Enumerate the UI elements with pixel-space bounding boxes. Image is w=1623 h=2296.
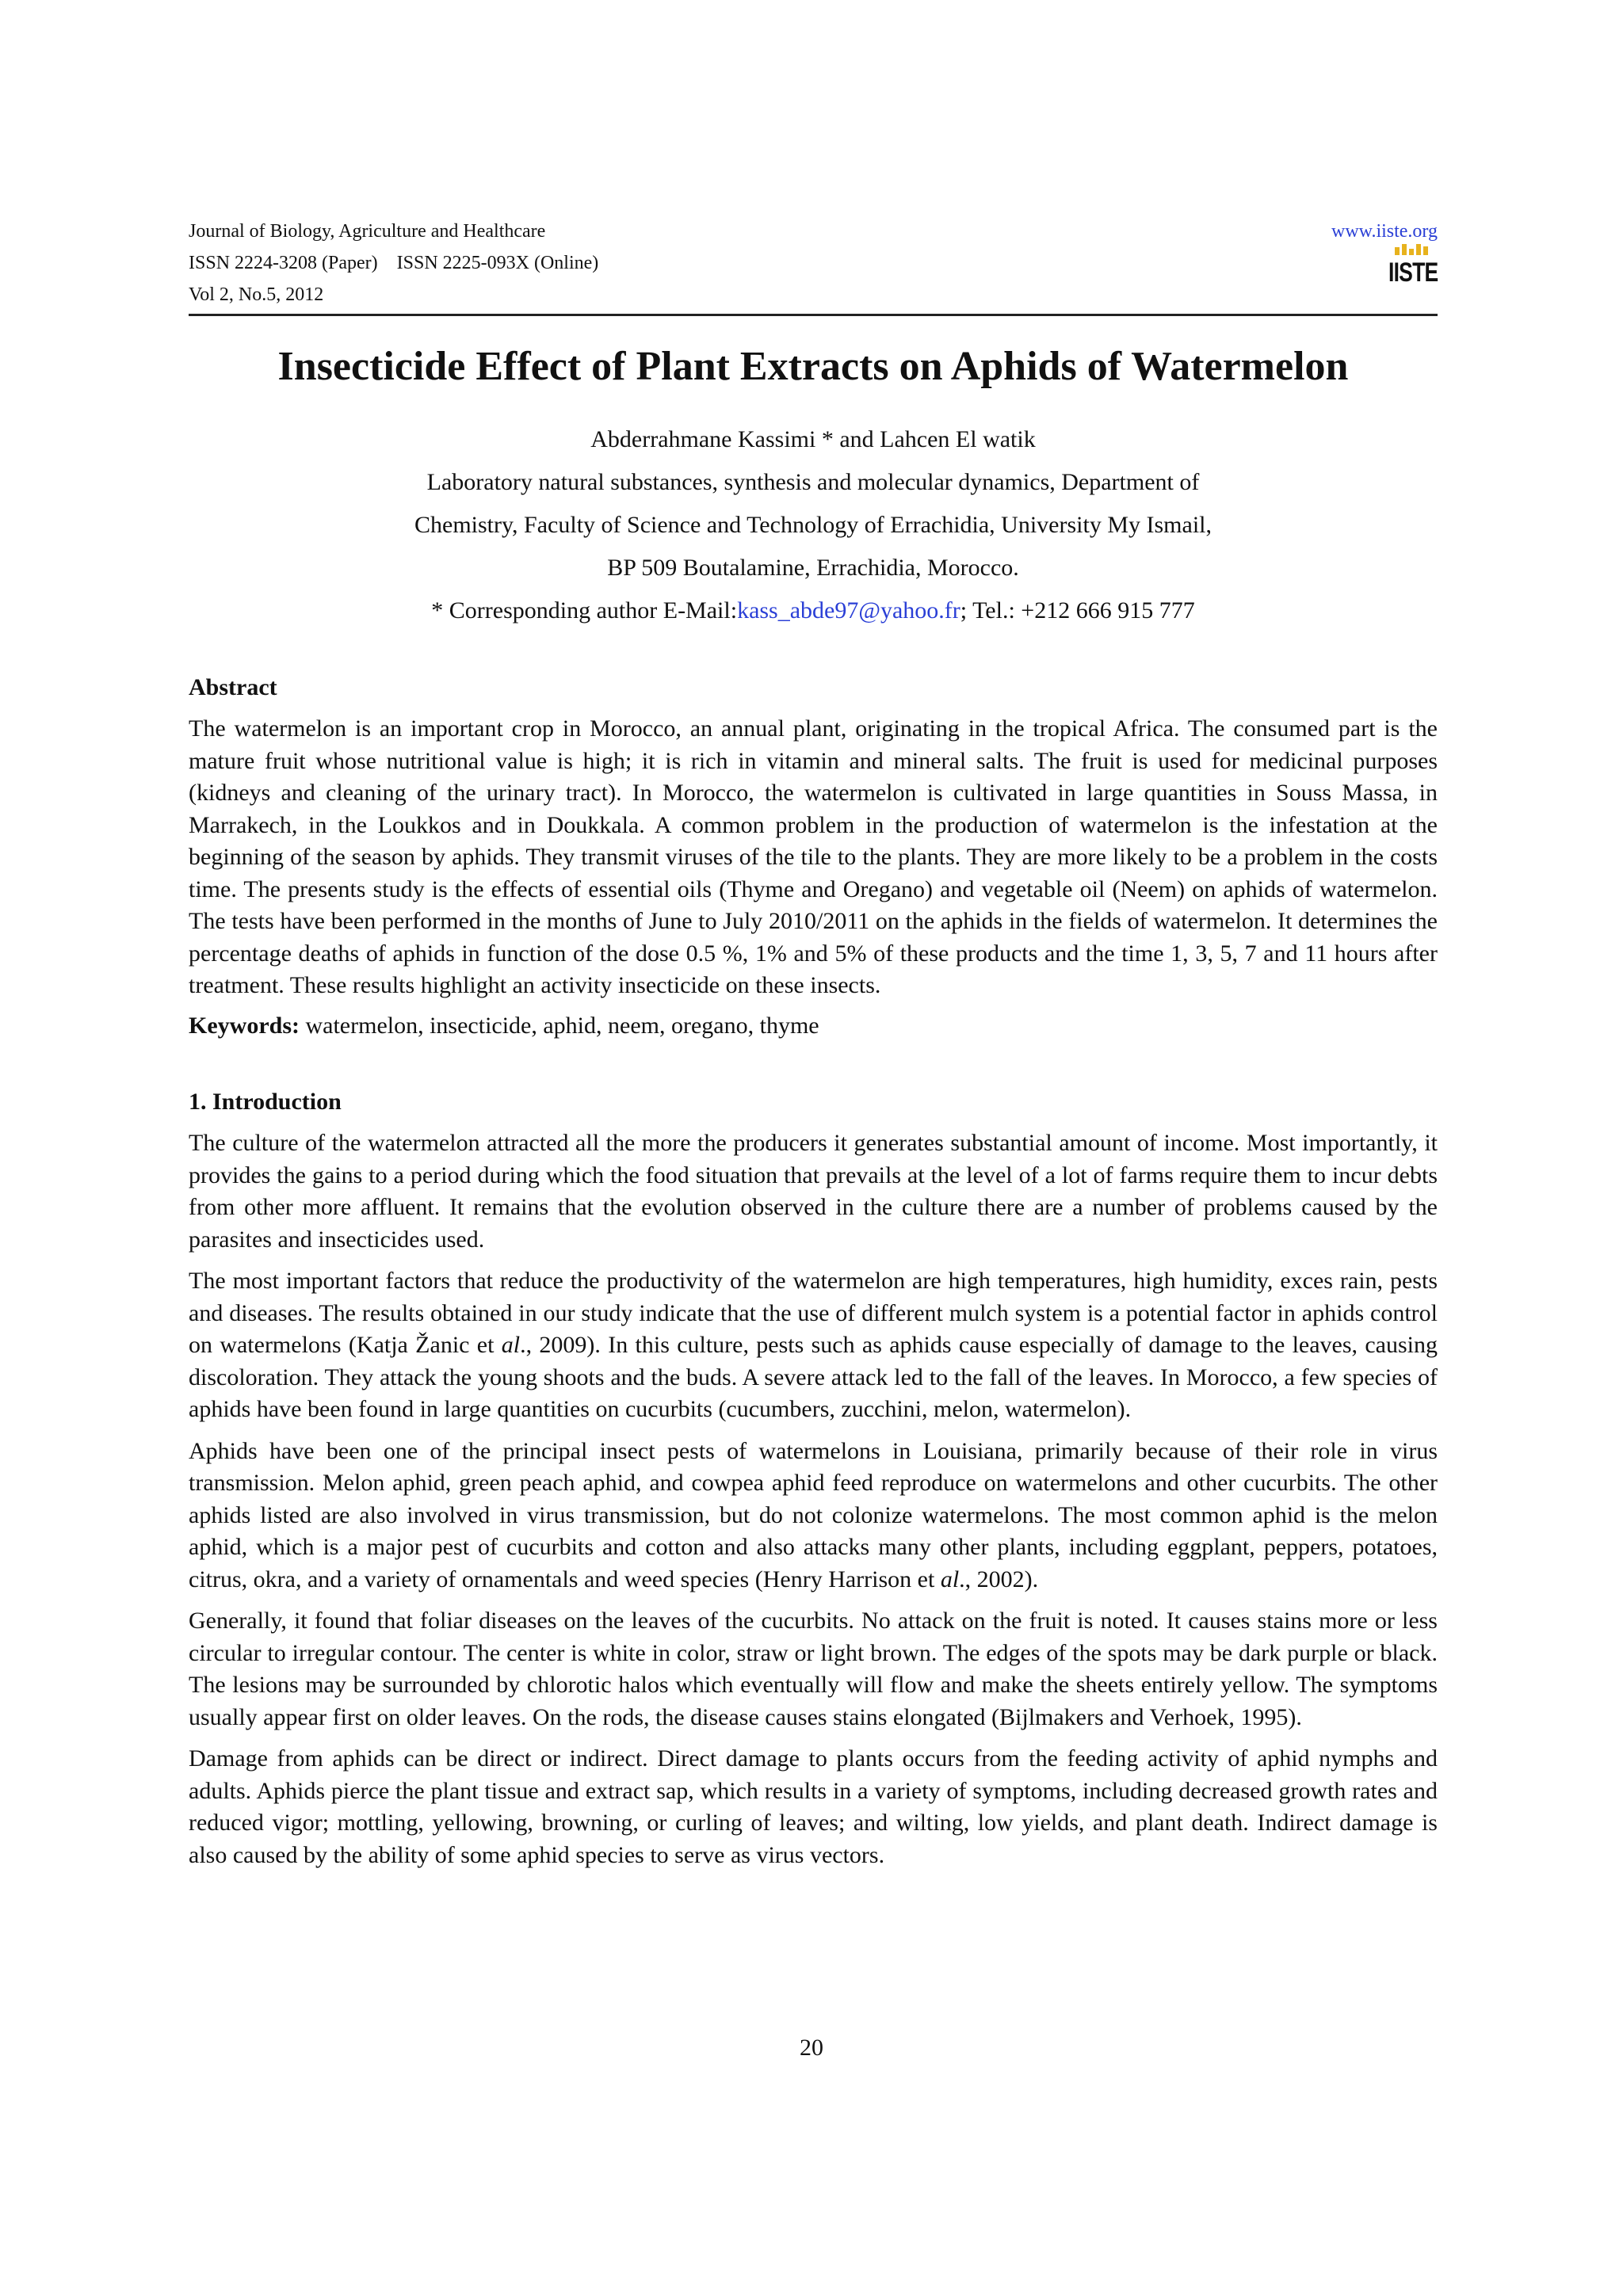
affiliation-line-1: Laboratory natural substances, synthesis and molecular dynamics, Department of [426,469,1200,495]
intro-p3-text: Aphids have been one of the principal insect pests of watermelons in Louisiana, primarily because of their role in virus transmission. Melon aphid, green peach aphid, and cowpea aphid feed reproduce on watermelons and other cucurbits. The other aphids listed are also involved in virus transmission, but do not colonize watermelons. The most common aphid is the melon aphid, which is a major pest of cucurbits and cotton and also attacks many other plants, including eggplant, peppers, potatoes, citrus, okra, and a variety of ornamentals and weed species (Henry Harrison et [189,1437,1438,1592]
intro-paragraph-3 [189,1436,1438,1596]
keywords [189,1010,1438,1043]
author-names: Abderrahmane Kassimi * and Lahcen El watik [590,426,1036,452]
contact-phone: ; Tel.: +212 666 915 777 [960,597,1195,624]
intro-paragraph-4: Generally, it found that foliar diseases on the leaves of the cucurbits. No attack on the fruit is noted. It causes stains more or less circular to irregular contour. The center is white in color, straw or light brown. The edges of the spots may be dark purple or black. The lesions may be surrounded by chlorotic halos which eventually will flow and make the sheets entirely yellow. The symptoms usually appear first on older leaves. On the rods, the disease causes stains elongated (Bijlmakers and Verhoek, 1995). [189,1608,1438,1730]
email-link[interactable]: kass_abde97@yahoo.fr [737,597,960,624]
intro-p3-italic: al [940,1566,960,1592]
journal-name: Journal of Biology, Agriculture and Healthcare [189,221,546,242]
affiliation-line-2: Chemistry, Faculty of Science and Technology of Errachidia, University My Ismail, [414,512,1212,538]
header-divider [189,314,1438,316]
journal-url-link[interactable]: www.iiste.org [1331,221,1438,242]
intro-p2-italic: al [501,1332,521,1358]
abstract-text: The watermelon is an important crop in Morocco, an annual plant, originating in the tropical Africa. The consumed part is the mature fruit whose nutritional value is high; it is rich in vitamin and mineral salts. The fruit is used for medicinal purposes (kidneys and cleaning of the urinary tract). In Morocco, the watermelon is cultivated in large quantities in Souss Massa, in Marrakech, in the Loukkos and in Doukkala. A common problem in the production of watermelon is the infestation at the beginning of the season by aphids. They transmit viruses of the tile to the plants. They are more likely to be a problem in the costs time. The presents study is the effects of essential oils (Thyme and Oregano) and vegetable oil (Neem) on aphids of watermelon. The tests have been performed in the months of June to July 2010/2011 on the aphids in the fields of watermelon. It determines the percentage deaths of aphids in function of the dose 0.5 %, 1% and 5% of these products and the time 1, 3, 5, 7 and 11 hours after treatment. These results highlight an activity insecticide on these insects. [189,715,1438,998]
paper-body [189,672,1438,1871]
contact-prefix: * Corresponding author E-Mail: [431,597,738,624]
logo-text: IISTE [1388,257,1438,288]
affiliation-line-3: BP 509 Boutalamine, Errachidia, Morocco. [607,555,1019,581]
abstract-heading: Abstract [189,674,277,700]
intro-paragraph-1: The culture of the watermelon attracted all the more the producers it generates substantial amount of income. Most importantly, it provides the gains to a period during which the food situation that prevails at the level of a lot of farms require them to incur debts from other more affluent. It remains that the evolution observed in the culture there are a number of problems caused by the parasites and insecticides used. [189,1130,1438,1253]
journal-issn: ISSN 2224-3208 (Paper) ISSN 2225-093X (Online) [189,253,599,273]
introduction-heading: 1. Introduction [189,1089,342,1115]
page-number: 20 [800,2035,823,2061]
logo-mark-icon [1395,244,1430,255]
keywords-list: watermelon, insecticide, aphid, neem, oregano, thyme [299,1012,819,1039]
corresponding-author [189,589,1438,632]
paper-title: Insecticide Effect of Plant Extracts on Aphids of Watermelon [277,344,1349,389]
journal-volume: Vol 2, No.5, 2012 [189,284,324,305]
intro-p2-text: The most important factors that reduce the productivity of the watermelon are high temperatures, high humidity, exces rain, pests and diseases. The results obtained in our study indicate that the use of different mulch system is a potential factor in aphids control on watermelons (Katja Žanic et [189,1268,1438,1358]
iiste-logo [1388,244,1436,288]
intro-paragraph-2 [189,1265,1438,1426]
intro-p3-text-end: ., 2002). [959,1566,1039,1592]
intro-paragraph-5: Damage from aphids can be direct or indirect. Direct damage to plants occurs from the feeding activity of aphid nymphs and adults. Aphids pierce the plant tissue and extract sap, which results in a variety of symptoms, including decreased growth rates and reduced vigor; mottling, yellowing, browning, or curling of leaves; and wilting, low yields, and plant death. Indirect damage is also caused by the ability of some aphid species to serve as virus vectors. [189,1745,1438,1868]
author-block [189,418,1438,632]
keywords-label: Keywords: [189,1012,300,1039]
intro-p2-text-end: ., 2009). In this culture, pests such as aphids cause especially of damage to the leaves, causing discoloration. They attack the young shoots and the buds. A severe attack led to the fall of the leaves. In Morocco, a few species of aphids have been found in large quantities on cucurbits (cucumbers, zucchini, melon, watermelon). [189,1332,1438,1422]
journal-header [189,215,1438,311]
